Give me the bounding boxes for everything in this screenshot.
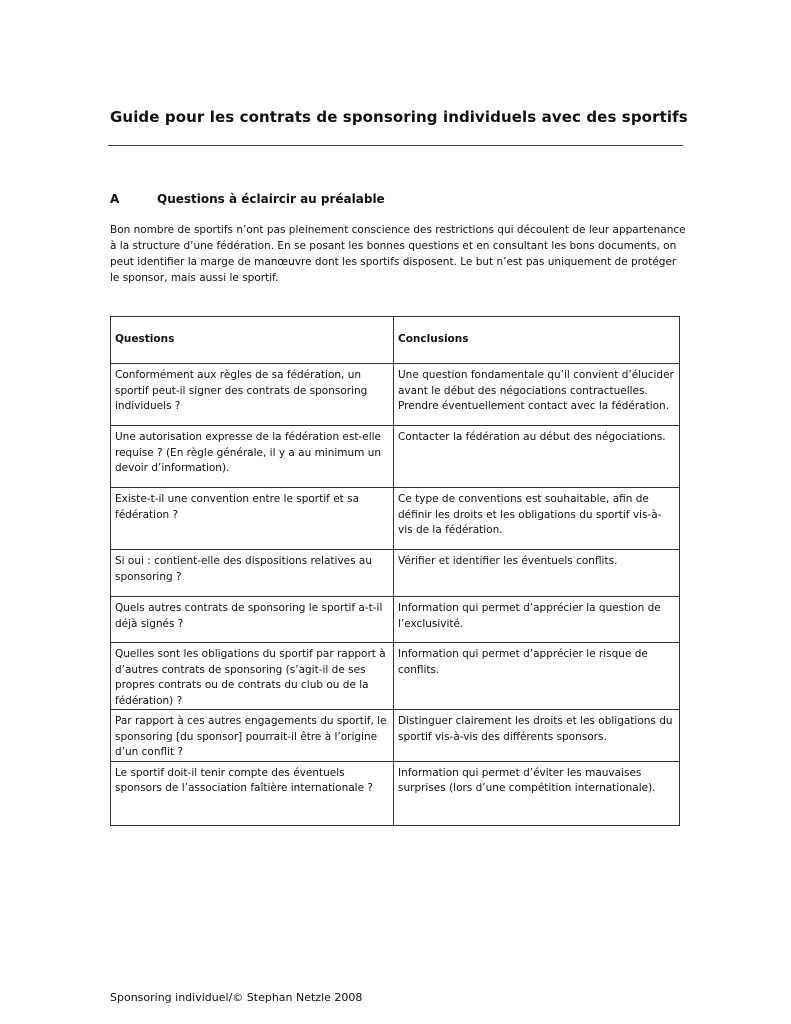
title-divider	[108, 145, 683, 146]
intro-line: le sponsor, mais aussi le sportif.	[110, 272, 279, 284]
section-heading-text: Questions à éclaircir au préalable	[157, 192, 385, 206]
conclusion-cell: Contacter la fédération au début des négociations.	[394, 426, 680, 488]
question-cell: Existe-t-il une convention entre le sportif et sa fédération ?	[111, 488, 394, 550]
page-footer: Sponsoring individuel/© Stephan Netzle 2008	[110, 991, 363, 1004]
table-row	[111, 597, 680, 643]
table-row	[111, 643, 680, 710]
question-cell: Une autorisation expresse de la fédération est-elle requise ? (En règle générale, il y a au minimum un devoir d’information).	[111, 426, 394, 488]
question-cell: Si oui : contient-elle des dispositions relatives au sponsoring ?	[111, 550, 394, 597]
table-row	[111, 488, 680, 550]
conclusion-cell: Information qui permet d’apprécier la question de l’exclusivité.	[394, 597, 680, 643]
conclusion-cell: Vérifier et identifier les éventuels conflits.	[394, 550, 680, 597]
header-questions: Questions	[111, 317, 394, 364]
question-cell: Quels autres contrats de sponsoring le sportif a-t-il déjà signés ?	[111, 597, 394, 643]
table-row	[111, 550, 680, 597]
conclusion-cell: Information qui permet d’apprécier le risque de conflits.	[394, 643, 680, 710]
intro-line: Bon nombre de sportifs n’ont pas pleinement conscience des restrictions qui découlent de leur appartenance	[110, 224, 686, 236]
conclusion-cell: Distinguer clairement les droits et les obligations du sportif vis-à-vis des différents sponsors.	[394, 710, 680, 762]
question-cell: Conformément aux règles de sa fédération, un sportif peut-il signer des contrats de sponsoring individuels ?	[111, 364, 394, 426]
section-heading	[110, 192, 385, 206]
table-row	[111, 710, 680, 762]
header-conclusions: Conclusions	[394, 317, 680, 364]
question-cell: Par rapport à ces autres engagements du sportif, le sponsoring [du sponsor] pourrait-il être à l’origine d’un conflit ?	[111, 710, 394, 762]
table-row	[111, 426, 680, 488]
conclusion-cell: Une question fondamentale qu’il convient d’élucider avant le début des négociations contractuelles. Prendre éventuellement contact avec la fédération.	[394, 364, 680, 426]
intro-paragraph	[110, 222, 685, 286]
intro-line: peut identifier la marge de manœuvre dont les sportifs disposent. Le but n’est pas uniquement de protéger	[110, 256, 677, 268]
page-title: Guide pour les contrats de sponsoring individuels avec des sportifs	[110, 108, 688, 126]
conclusion-cell: Information qui permet d’éviter les mauvaises surprises (lors d’une compétition internationale).	[394, 761, 680, 825]
table-row	[111, 364, 680, 426]
section-letter: A	[110, 192, 120, 206]
intro-line: à la structure d’une fédération. En se posant les bonnes questions et en consultant les bons documents, on	[110, 240, 677, 252]
questions-table	[110, 316, 680, 826]
conclusion-cell: Ce type de conventions est souhaitable, afin de définir les droits et les obligations du sportif vis-à-vis de la fédération.	[394, 488, 680, 550]
table-header-row	[111, 317, 680, 364]
question-cell: Le sportif doit-il tenir compte des éventuels sponsors de l’association faîtière internationale ?	[111, 761, 394, 825]
table-row	[111, 761, 680, 825]
question-cell: Quelles sont les obligations du sportif par rapport à d’autres contrats de sponsoring (s’agit-il de ses propres contrats ou de contrats du club ou de la fédération) ?	[111, 643, 394, 710]
